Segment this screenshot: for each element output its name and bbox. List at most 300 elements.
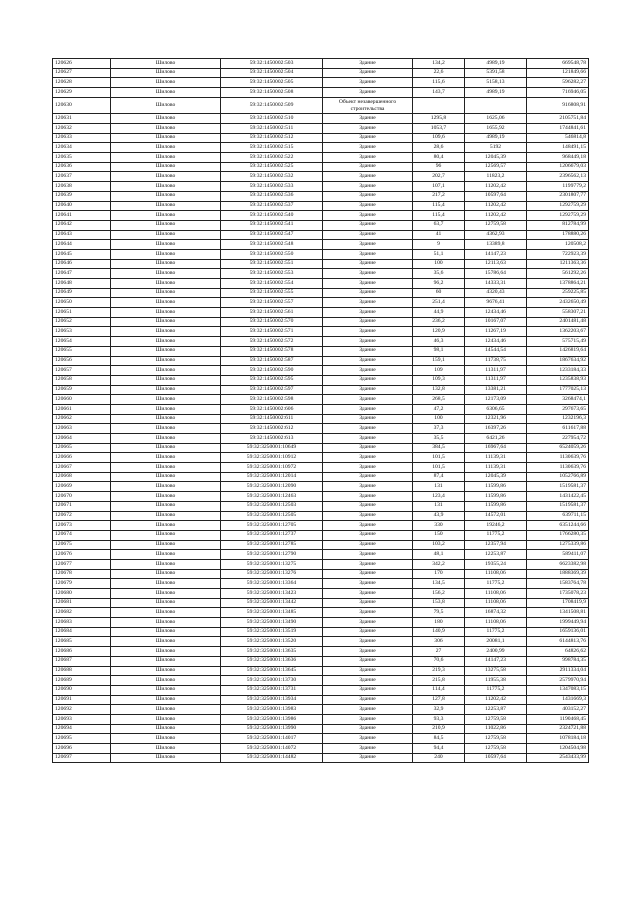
cadastral-value-cell: 968449,18 [527,153,589,163]
area-cell: 156,2 [413,589,465,599]
cadastral-number-cell: 59:32:1450002:536 [221,191,323,201]
area-cell: 210,9 [413,724,465,734]
table-row [53,337,589,347]
id-cell: 120679 [53,579,111,589]
locality-cell: Шилово [111,453,221,463]
unit-cost-cell: 12759,58 [465,744,527,754]
area-cell: 134,5 [413,579,465,589]
table-row [53,453,589,463]
table-row [53,724,589,734]
unit-cost-cell: 5391,58 [465,68,527,78]
area-cell: 43,9 [413,511,465,521]
object-type-cell: Здание [323,685,413,695]
cadastral-number-cell: 59:32:3250001:10912 [221,453,323,463]
cadastral-value-cell: 1708419,9 [527,598,589,608]
id-cell: 120694 [53,724,111,734]
area-cell: 342,2 [413,559,465,569]
unit-cost-cell: 1655,92 [465,124,527,134]
locality-cell: Шилово [111,279,221,289]
cadastral-value-cell: 812784,99 [527,220,589,230]
locality-cell: Шилово [111,97,221,114]
object-type-cell: Здание [323,375,413,385]
unit-cost-cell [465,97,527,114]
locality-cell: Шилово [111,753,221,763]
area-cell: 115,6 [413,78,465,88]
cadastral-value-cell: 1206679,03 [527,162,589,172]
table-row [53,327,589,337]
cadastral-number-cell: 59:32:1450002:612 [221,424,323,434]
area-cell: 132,8 [413,385,465,395]
table-row [53,540,589,550]
area-cell: 170 [413,569,465,579]
table-row [53,492,589,502]
object-type-cell: Здание [323,540,413,550]
table-row [53,88,589,98]
table-row [53,744,589,754]
cadastral-number-cell: 59:32:3250001:13519 [221,627,323,637]
area-cell: 79,5 [413,608,465,618]
id-cell: 120675 [53,540,111,550]
object-type-cell: Здание [323,569,413,579]
unit-cost-cell: 5158,13 [465,78,527,88]
table-row [53,366,589,376]
id-cell: 120680 [53,589,111,599]
area-cell: 131 [413,501,465,511]
table-row [53,714,589,724]
cadastral-value-cell: 1211363,36 [527,259,589,269]
cadastral-value-cell: 1777025,13 [527,385,589,395]
id-cell: 120672 [53,511,111,521]
cadastral-value-cell: 669548,78 [527,59,589,69]
cadastral-value-cell: 1888369,39 [527,569,589,579]
cadastral-number-cell: 59:32:3250001:13731 [221,685,323,695]
object-type-cell: Здание [323,744,413,754]
area-cell: 384,5 [413,443,465,453]
area-cell: 103,2 [413,540,465,550]
id-cell: 120678 [53,569,111,579]
table-row [53,511,589,521]
cadastral-value-cell: 1078184,18 [527,734,589,744]
id-cell: 120691 [53,695,111,705]
unit-cost-cell: 2400,99 [465,647,527,657]
cadastral-value-cell: 1232196,3 [527,414,589,424]
cadastral-number-cell: 59:32:1450002:613 [221,434,323,444]
unit-cost-cell: 11108,06 [465,618,527,628]
locality-cell: Шилово [111,153,221,163]
cadastral-number-cell: 59:32:1450002:541 [221,220,323,230]
table-row [53,395,589,405]
area-cell: 268,5 [413,395,465,405]
table-row [53,472,589,482]
object-type-cell: Здание [323,511,413,521]
unit-cost-cell: 11955,38 [465,676,527,686]
area-cell: 63,7 [413,220,465,230]
object-type-cell: Здание [323,385,413,395]
id-cell: 120648 [53,279,111,289]
table-row [53,68,589,78]
object-type-cell: Здание [323,753,413,763]
locality-cell: Шилово [111,482,221,492]
locality-cell: Шилово [111,201,221,211]
locality-cell: Шилово [111,434,221,444]
cadastral-number-cell: 59:32:3250001:13442 [221,598,323,608]
cadastral-number-cell: 59:32:3250001:13983 [221,705,323,715]
table-row [53,162,589,172]
unit-cost-cell: 14544,54 [465,346,527,356]
unit-cost-cell: 6421,26 [465,434,527,444]
id-cell: 120689 [53,676,111,686]
cadastral-value-cell: 297673,65 [527,404,589,414]
id-cell: 120693 [53,714,111,724]
unit-cost-cell: 16874,32 [465,608,527,618]
id-cell: 120639 [53,191,111,201]
table-row [53,201,589,211]
object-type-cell: Здание [323,598,413,608]
unit-cost-cell: 6306,65 [465,404,527,414]
table-row [53,97,589,114]
area-cell: 84,5 [413,734,465,744]
unit-cost-cell: 12173,09 [465,395,527,405]
cadastral-number-cell: 59:32:3250001:13364 [221,579,323,589]
cadastral-number-cell: 59:32:1450002:540 [221,211,323,221]
locality-cell: Шилово [111,656,221,666]
area-cell: 236,2 [413,317,465,327]
table-row [53,569,589,579]
cadastral-value-cell: 1275339,86 [527,540,589,550]
id-cell: 120660 [53,395,111,405]
unit-cost-cell: 9676,41 [465,298,527,308]
cadastral-number-cell: 59:32:1450002:595 [221,375,323,385]
area-cell: 9 [413,240,465,250]
locality-cell: Шилово [111,346,221,356]
cadastral-number-cell: 59:32:1450002:505 [221,78,323,88]
locality-cell: Шилово [111,540,221,550]
table-row [53,598,589,608]
id-cell: 120637 [53,172,111,182]
id-cell: 120659 [53,385,111,395]
object-type-cell: Здание [323,78,413,88]
object-type-cell: Здание [323,434,413,444]
object-type-cell: Здание [323,211,413,221]
locality-cell: Шилово [111,114,221,124]
cadastral-value-cell: 6144813,76 [527,637,589,647]
id-cell: 120695 [53,734,111,744]
object-type-cell: Здание [323,559,413,569]
unit-cost-cell: 11139,31 [465,463,527,473]
table-row [53,114,589,124]
locality-cell: Шилово [111,68,221,78]
unit-cost-cell: 11139,31 [465,453,527,463]
cadastral-value-cell: 3268474,1 [527,395,589,405]
id-cell: 120626 [53,59,111,69]
id-cell: 120633 [53,133,111,143]
id-cell: 120646 [53,259,111,269]
area-cell: 41 [413,230,465,240]
locality-cell: Шилово [111,424,221,434]
cadastral-number-cell: 59:32:1450002:572 [221,337,323,347]
id-cell: 120638 [53,182,111,192]
cadastral-value-table [52,58,589,763]
area-cell [413,97,465,114]
table-row [53,308,589,318]
unit-cost-cell: 11775,2 [465,530,527,540]
table-row [53,279,589,289]
area-cell: 35,5 [413,434,465,444]
id-cell: 120634 [53,143,111,153]
cadastral-value-cell: 1519581,37 [527,482,589,492]
locality-cell: Шилово [111,589,221,599]
cadastral-value-cell: 1766280,35 [527,530,589,540]
locality-cell: Шилово [111,356,221,366]
object-type-cell: Здание [323,676,413,686]
unit-cost-cell: 10597,64 [465,753,527,763]
table-row [53,404,589,414]
object-type-cell: Здание [323,356,413,366]
object-type-cell: Здание [323,608,413,618]
area-cell: 159,1 [413,356,465,366]
unit-cost-cell: 12045,39 [465,153,527,163]
unit-cost-cell: 14147,23 [465,249,527,259]
object-type-cell: Здание [323,734,413,744]
cadastral-value-cell: 178880,26 [527,230,589,240]
object-type-cell: Здание [323,521,413,531]
cadastral-value-cell: 722923,39 [527,249,589,259]
id-cell: 120670 [53,492,111,502]
object-type-cell: Здание [323,182,413,192]
locality-cell: Шилово [111,366,221,376]
table-row [53,618,589,628]
area-cell: 180 [413,618,465,628]
cadastral-value-cell: 561292,26 [527,269,589,279]
cadastral-number-cell: 59:32:3250001:12785 [221,540,323,550]
cadastral-value-cell: 1235838,93 [527,375,589,385]
area-cell: 93,3 [413,714,465,724]
table-row [53,637,589,647]
unit-cost-cell: 11202,42 [465,695,527,705]
cadastral-value-cell: 716946,05 [527,88,589,98]
object-type-cell: Здание [323,68,413,78]
locality-cell: Шилово [111,443,221,453]
object-type-cell: Здание [323,424,413,434]
unit-cost-cell: 12113,63 [465,259,527,269]
locality-cell: Шилово [111,269,221,279]
area-cell: 240 [413,753,465,763]
locality-cell: Шилово [111,744,221,754]
id-cell: 120688 [53,666,111,676]
area-cell: 98,1 [413,346,465,356]
object-type-cell: Здание [323,337,413,347]
cadastral-value-cell: 121849,66 [527,68,589,78]
cadastral-value-cell: 1292759,29 [527,201,589,211]
cadastral-number-cell: 59:32:3250001:10972 [221,463,323,473]
cadastral-value-cell: 596282,27 [527,78,589,88]
cadastral-value-cell: 1052766,89 [527,472,589,482]
unit-cost-cell: 16967,64 [465,443,527,453]
table-row [53,656,589,666]
cadastral-number-cell: 59:32:3250001:12463 [221,492,323,502]
cadastral-value-cell: 998784,35 [527,656,589,666]
table-row [53,191,589,201]
table-row [53,172,589,182]
cadastral-value-cell: 916808,91 [527,97,589,114]
unit-cost-cell: 10597,64 [465,191,527,201]
cadastral-number-cell: 59:32:1450002:532 [221,172,323,182]
area-cell: 140,9 [413,627,465,637]
unit-cost-cell: 11311,97 [465,375,527,385]
object-type-cell: Здание [323,288,413,298]
cadastral-value-cell: 1999449,94 [527,618,589,628]
id-cell: 120650 [53,298,111,308]
table-row [53,734,589,744]
cadastral-value-cell: 1292759,29 [527,211,589,221]
locality-cell: Шилово [111,714,221,724]
id-cell: 120630 [53,97,111,114]
area-cell: 35,6 [413,269,465,279]
cadastral-number-cell: 59:32:3250001:12737 [221,530,323,540]
id-cell: 120644 [53,240,111,250]
locality-cell: Шилово [111,705,221,715]
cadastral-number-cell: 59:32:1450002:598 [221,395,323,405]
area-cell: 153,8 [413,598,465,608]
id-cell: 120683 [53,618,111,628]
unit-cost-cell: 14147,23 [465,656,527,666]
locality-cell: Шилово [111,501,221,511]
unit-cost-cell: 4989,19 [465,133,527,143]
object-type-cell: Здание [323,443,413,453]
cadastral-number-cell: 59:32:1450002:561 [221,308,323,318]
cadastral-number-cell: 59:32:1450002:512 [221,133,323,143]
cadastral-number-cell: 59:32:1450002:557 [221,298,323,308]
table-row [53,385,589,395]
cadastral-number-cell: 59:32:3250001:10649 [221,443,323,453]
table-row [53,676,589,686]
locality-cell: Шилово [111,88,221,98]
cadastral-number-cell: 59:32:1450002:590 [221,366,323,376]
table-row [53,559,589,569]
unit-cost-cell: 4989,19 [465,88,527,98]
table-row [53,550,589,560]
unit-cost-cell: 14572,01 [465,511,527,521]
cadastral-value-cell: 403152,27 [527,705,589,715]
cadastral-value-cell: 1347083,15 [527,685,589,695]
area-cell: 217,2 [413,191,465,201]
table-row [53,288,589,298]
unit-cost-cell: 12357,94 [465,540,527,550]
area-cell: 96 [413,162,465,172]
locality-cell: Шилово [111,492,221,502]
table-row [53,463,589,473]
object-type-cell: Здание [323,201,413,211]
unit-cost-cell: 11775,2 [465,685,527,695]
locality-cell: Шилово [111,249,221,259]
table-row [53,153,589,163]
cadastral-value-cell: 2301807,77 [527,191,589,201]
locality-cell: Шилово [111,298,221,308]
cadastral-number-cell: 59:32:1450002:597 [221,385,323,395]
locality-cell: Шилово [111,550,221,560]
object-type-cell: Объект незавершенного строительства [323,97,413,114]
object-type-cell: Здание [323,395,413,405]
object-type-cell: Здание [323,327,413,337]
table-row [53,482,589,492]
unit-cost-cell: 13381,21 [465,385,527,395]
id-cell: 120677 [53,559,111,569]
id-cell: 120652 [53,317,111,327]
id-cell: 120658 [53,375,111,385]
table-row [53,521,589,531]
cadastral-value-cell: 6351244,66 [527,521,589,531]
object-type-cell: Здание [323,530,413,540]
object-type-cell: Здание [323,230,413,240]
id-cell: 120651 [53,308,111,318]
object-type-cell: Здание [323,453,413,463]
table-row [53,59,589,69]
cadastral-value-cell: 1426819,64 [527,346,589,356]
area-cell: 109,6 [413,133,465,143]
table-row [53,356,589,366]
id-cell: 120654 [53,337,111,347]
locality-cell: Шилово [111,124,221,134]
table-row [53,269,589,279]
id-cell: 120649 [53,288,111,298]
locality-cell: Шилово [111,375,221,385]
table-row [53,608,589,618]
locality-cell: Шилово [111,78,221,88]
object-type-cell: Здание [323,695,413,705]
object-type-cell: Здание [323,501,413,511]
object-type-cell: Здание [323,249,413,259]
locality-cell: Шилово [111,230,221,240]
area-cell: 80,4 [413,153,465,163]
object-type-cell: Здание [323,133,413,143]
id-cell: 120684 [53,627,111,637]
locality-cell: Шилово [111,288,221,298]
table-row [53,298,589,308]
unit-cost-cell: 19246,2 [465,521,527,531]
area-cell: 114,4 [413,685,465,695]
cadastral-value-cell: 2579970,94 [527,676,589,686]
unit-cost-cell: 11202,42 [465,201,527,211]
unit-cost-cell: 11267,19 [465,327,527,337]
cadastral-value-cell: 1735078,23 [527,589,589,599]
table-row [53,249,589,259]
area-cell: 109 [413,366,465,376]
area-cell: 87,4 [413,472,465,482]
cadastral-number-cell: 59:32:1450002:555 [221,288,323,298]
area-cell: 44,9 [413,308,465,318]
cadastral-value-cell: 1190468,45 [527,714,589,724]
cadastral-number-cell: 59:32:1450002:578 [221,346,323,356]
unit-cost-cell: 12759,58 [465,734,527,744]
id-cell: 120641 [53,211,111,221]
locality-cell: Шилово [111,143,221,153]
cadastral-value-cell: 639711,15 [527,511,589,521]
unit-cost-cell: 12434,46 [465,337,527,347]
id-cell: 120674 [53,530,111,540]
object-type-cell: Здание [323,240,413,250]
unit-cost-cell: 11202,42 [465,211,527,221]
table-row [53,579,589,589]
cadastral-value-cell: 575715,49 [527,337,589,347]
object-type-cell: Здание [323,550,413,560]
cadastral-number-cell: 59:32:1450002:522 [221,153,323,163]
unit-cost-cell: 11022,86 [465,724,527,734]
locality-cell: Шилово [111,511,221,521]
cadastral-number-cell: 59:32:1450002:611 [221,414,323,424]
table-row [53,375,589,385]
cadastral-value-cell: 148491,15 [527,143,589,153]
object-type-cell: Здание [323,414,413,424]
